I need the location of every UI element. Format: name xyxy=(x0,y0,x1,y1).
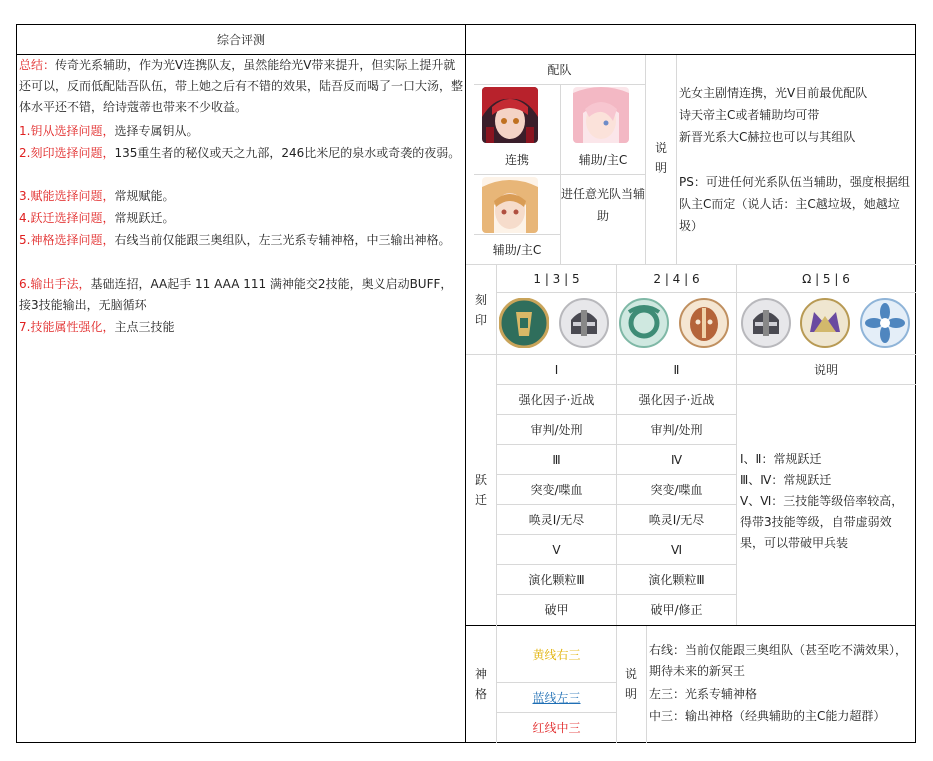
transition-note: Ⅰ、Ⅱ：常规跃迁 xyxy=(740,452,822,466)
engraving-label: 刻印 xyxy=(474,293,487,327)
issue-label: 4.跃迁选择问题， xyxy=(19,211,115,225)
divinity-line-text[interactable]: 蓝线左三 xyxy=(532,691,581,705)
transition-col-header: 说明 xyxy=(813,363,838,377)
green-gold-pharaoh-icon xyxy=(499,298,549,348)
team-slot-label: 辅助/主C xyxy=(492,243,542,257)
issue-item xyxy=(19,230,463,251)
engraving-group-label: 2 | 4 | 6 xyxy=(653,271,700,286)
issue-text: 主点三技能 xyxy=(114,320,175,334)
transition-cell: 突变/喋血 xyxy=(530,483,583,497)
divinity-explain-line: 中三：输出神格（经典辅助的主C能力超群） xyxy=(649,709,886,723)
issue-label: 2.刻印选择问题， xyxy=(19,146,115,160)
issue-item xyxy=(19,186,463,207)
issue-label: 3.赋能选择问题， xyxy=(19,189,115,203)
transition-cell: 唤灵Ⅰ/无尽 xyxy=(648,513,705,527)
issue-label: 5.神格选择问题， xyxy=(19,233,115,247)
transition-col-header: Ⅱ xyxy=(673,362,680,377)
transition-cell: 突变/喋血 xyxy=(650,483,703,497)
team-any-light-text: 进任意光队当辅助 xyxy=(561,186,646,223)
team-ps-note: PS：可进任何光系队伍当辅助，强度根据组队主C而定（说人话：主C越垃圾，她越垃圾） xyxy=(679,175,910,233)
issue-item xyxy=(19,121,463,142)
team-slot-label: 辅助/主C xyxy=(578,153,628,167)
divinity-line-yellow xyxy=(497,627,616,682)
divinity-explain-label: 说明 xyxy=(624,667,637,701)
transition-label: 跃迁 xyxy=(474,473,487,507)
green-serpent-icon xyxy=(619,298,669,348)
blonde-hair-portrait xyxy=(482,177,538,233)
issue-item xyxy=(19,143,463,164)
transition-cell: 演化颗粒Ⅲ xyxy=(528,573,585,587)
summary-label: 总结： xyxy=(19,58,56,72)
transition-cell: Ⅲ xyxy=(552,452,561,467)
team-title: 配队 xyxy=(547,63,572,77)
team-slot-label: 连携 xyxy=(504,153,529,167)
issue-item xyxy=(19,208,463,229)
issue-item xyxy=(19,317,463,338)
issue-text: 右线当前仅能跟三奥组队，左三光系专辅神格，中三输出神格。 xyxy=(114,233,451,247)
issue-label: 1.钥从选择问题， xyxy=(19,124,115,138)
transition-cell: 唤灵Ⅰ/无尽 xyxy=(528,513,585,527)
divinity-line-red xyxy=(497,713,616,742)
divinity-explain-line: 右线：当前仅能跟三奥组队（甚至吃不满效果），期待未来的新冥王 xyxy=(649,643,908,678)
transition-note: Ⅴ、Ⅵ：三技能等级倍率较高，得带3技能等级，自带虚弱效果，可以带破甲兵装 xyxy=(740,494,904,550)
transition-cell: 审判/处刑 xyxy=(650,423,703,437)
transition-cell: Ⅵ xyxy=(670,542,683,557)
transition-note: Ⅲ、Ⅳ：常规跃迁 xyxy=(740,473,832,487)
issue-item xyxy=(19,274,463,316)
issue-label: 6.输出手法， xyxy=(19,277,91,291)
blue-flower-icon xyxy=(860,298,910,348)
transition-cell: 演化颗粒Ⅲ xyxy=(648,573,705,587)
issue-text: 135重生者的秘仪或天之九部，246比米尼的泉水或奇袭的夜弱。 xyxy=(114,146,461,160)
issue-label: 7.技能属性强化， xyxy=(19,320,115,334)
team-explain-line: 新晋光系大C赫拉也可以与其组队 xyxy=(679,130,856,144)
transition-cell: 强化因子·近战 xyxy=(518,393,595,407)
divinity-label: 神格 xyxy=(474,667,487,701)
transition-cell: 破甲/修正 xyxy=(650,603,703,617)
engraving-group-label: Ω | 5 | 6 xyxy=(802,271,850,286)
divinity-explain-line: 左三：光系专辅神格 xyxy=(649,687,758,701)
purple-gold-crown-icon xyxy=(800,298,850,348)
transition-cell: 强化因子·近战 xyxy=(638,393,715,407)
divinity-line-blue[interactable] xyxy=(497,683,616,712)
summary-text: 传奇光系辅助，作为光V连携队友，虽然能给光V带来提升，但实际上提升就还可以，反而低配陆吾队伍，带上她之后有不错的效果，陆吾反而喝了一口大汤，整体水平还不错，给诗蔻蒂也带来不少收益。 xyxy=(19,58,464,114)
engraving-group-label: 1 | 3 | 5 xyxy=(533,271,580,286)
red-hair-portrait xyxy=(482,87,538,143)
summary-paragraph xyxy=(19,55,463,118)
divinity-line-text: 红线中三 xyxy=(532,721,581,735)
bronze-mask-icon xyxy=(679,298,729,348)
transition-cell: 破甲 xyxy=(544,603,569,617)
left-header-title: 综合评测 xyxy=(216,33,265,47)
issue-text: 常规跃迁。 xyxy=(114,211,175,225)
issue-text: 选择专属钥从。 xyxy=(114,124,199,138)
right-header-title xyxy=(466,25,915,54)
transition-cell: Ⅳ xyxy=(670,452,683,467)
team-explain-label: 说明 xyxy=(654,141,667,175)
silver-helmet-icon xyxy=(741,298,791,348)
pink-hair-portrait xyxy=(573,87,629,143)
team-any-light xyxy=(561,175,645,234)
team-explain-line: 诗天帝主C或者辅助均可带 xyxy=(679,108,820,122)
issue-text: 基础连招，AA起手 11 AAA 111 满神能交2技能，奥义启动BUFF，接3技能输出，无脑循环 xyxy=(19,277,453,312)
transition-cell: 审判/处刑 xyxy=(530,423,583,437)
transition-cell: Ⅴ xyxy=(552,542,561,557)
transition-col-header: Ⅰ xyxy=(554,362,559,377)
team-explain-line: 光女主剧情连携，光V目前最优配队 xyxy=(679,86,868,100)
silver-helmet-icon xyxy=(559,298,609,348)
divinity-line-text: 黄线右三 xyxy=(532,648,581,662)
issue-text: 常规赋能。 xyxy=(114,189,175,203)
